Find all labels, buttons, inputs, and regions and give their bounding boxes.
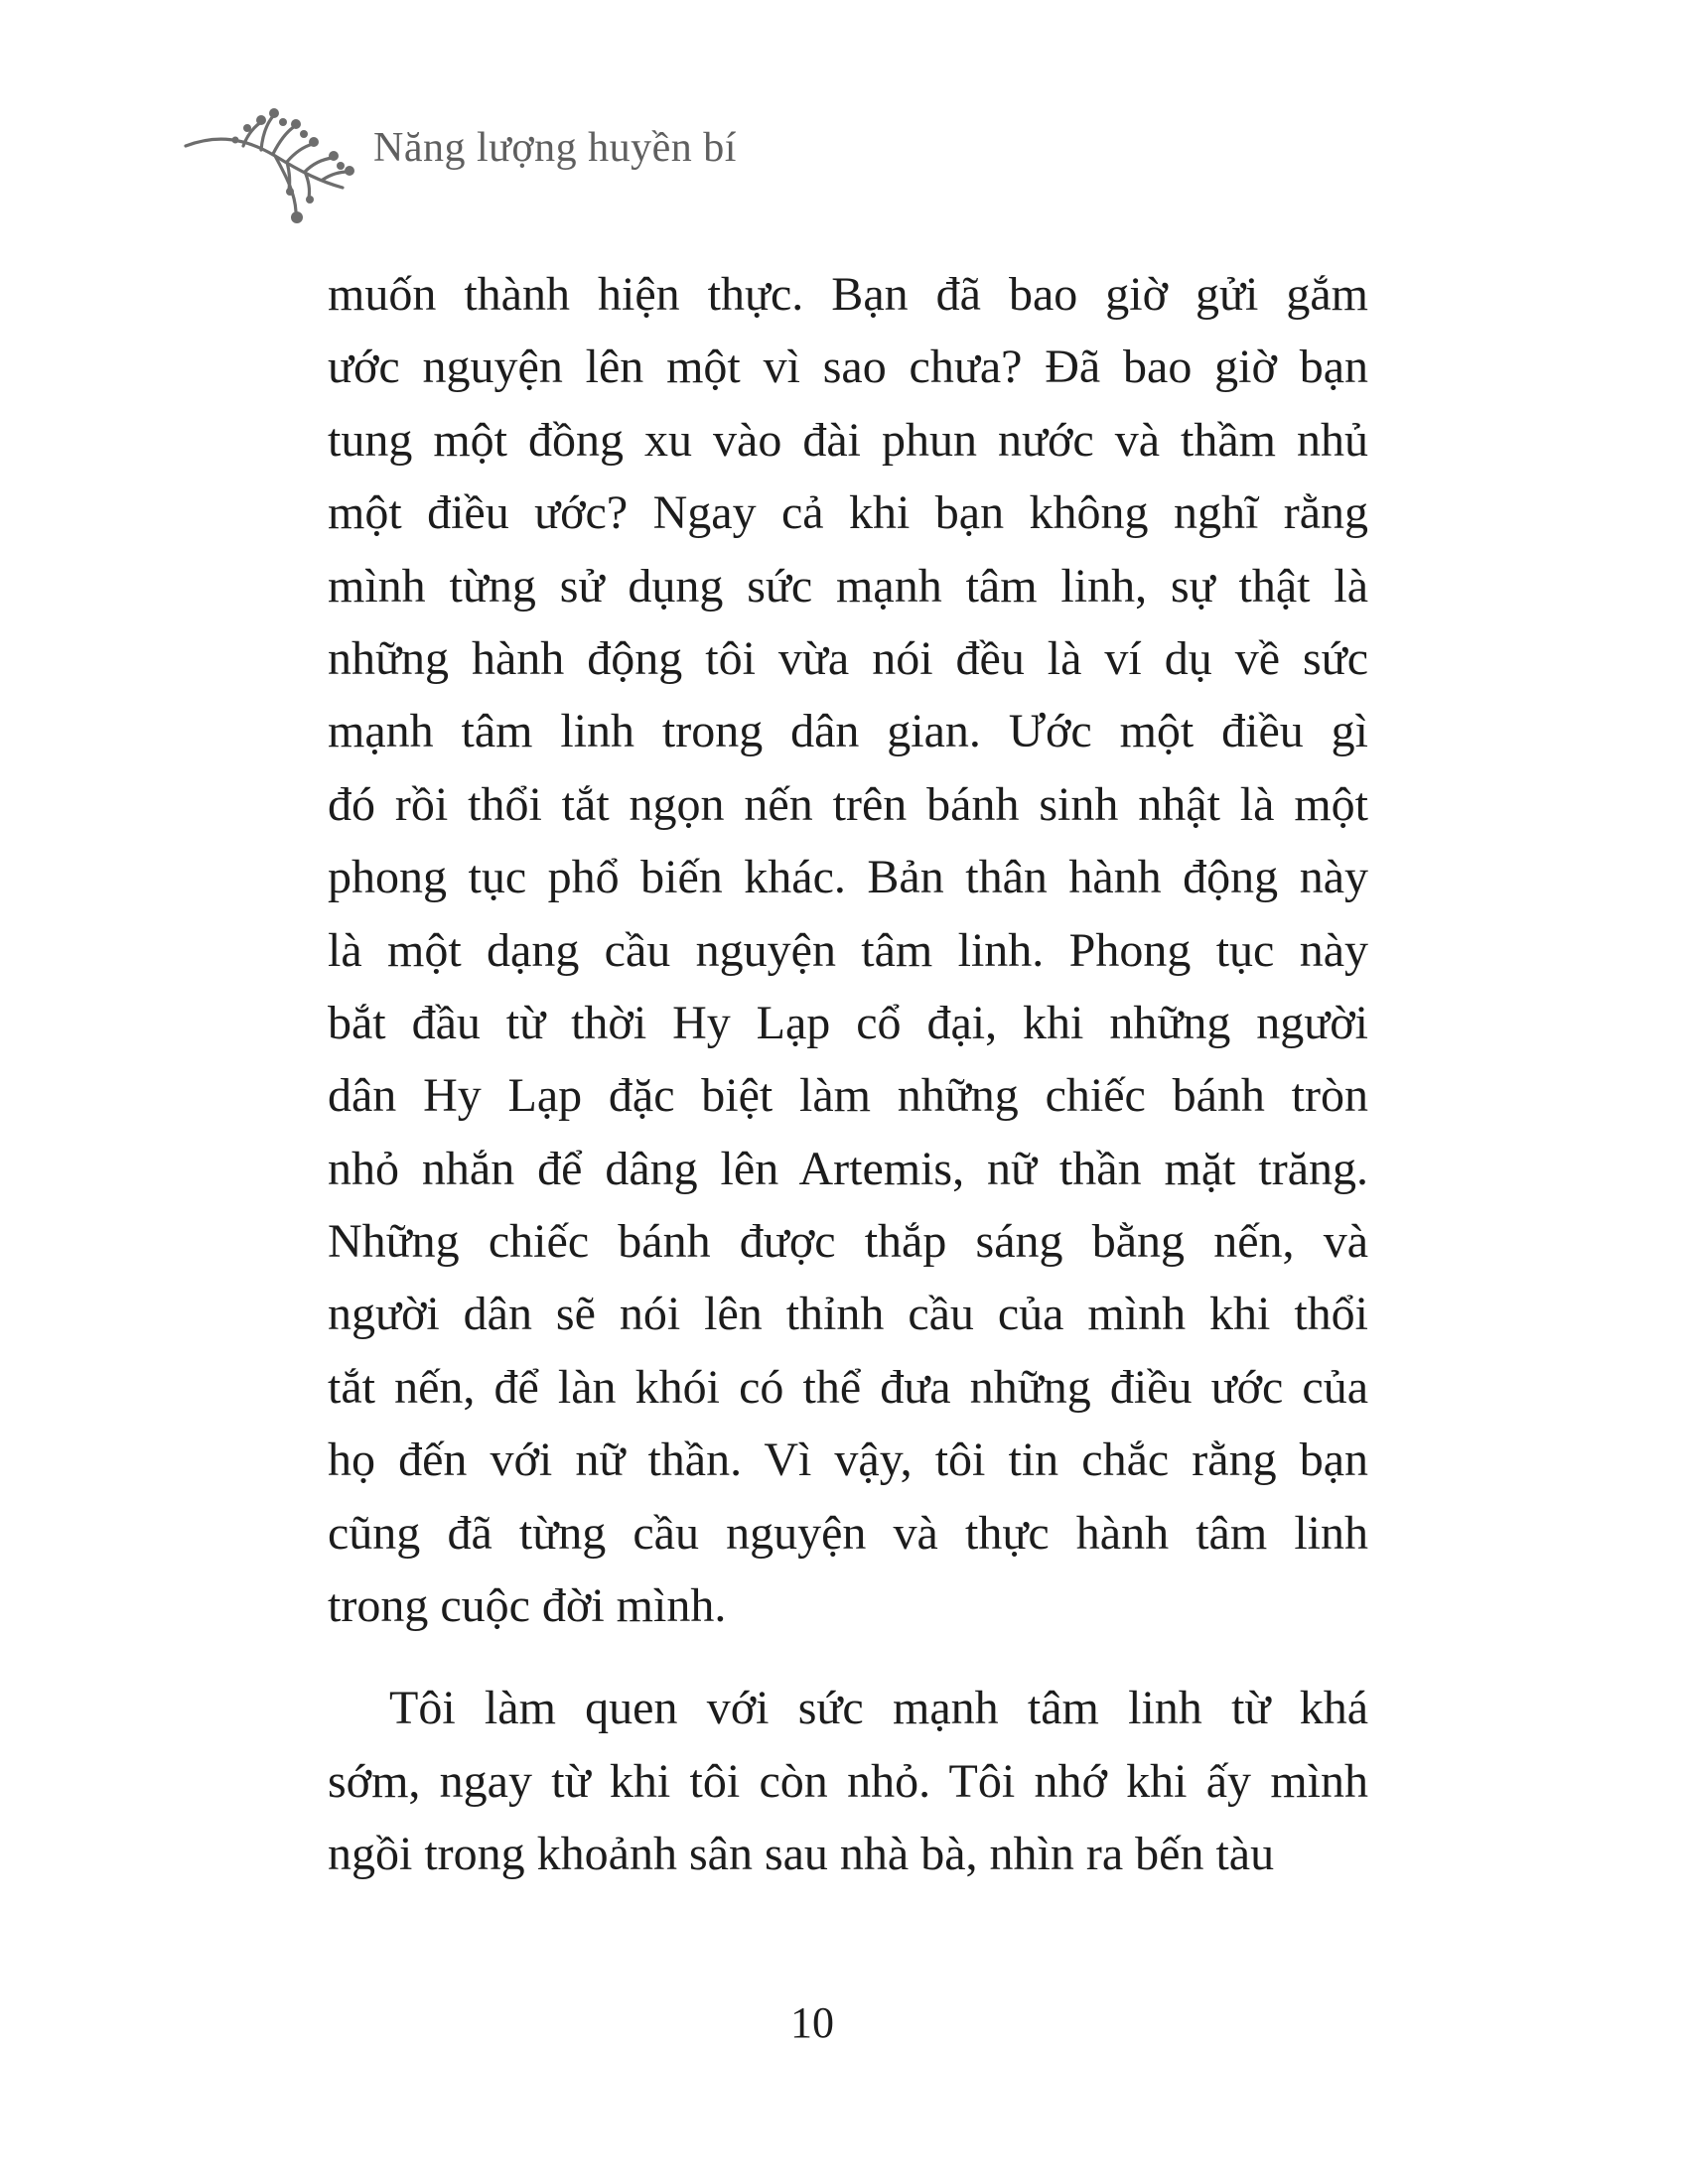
body-text <box>328 258 1368 1891</box>
text-line: đó rồi thổi tắt ngọn nến trên bánh sinh nhật là một <box>328 777 1368 831</box>
text-line: Tôi làm quen với sức mạnh tâm linh từ khá <box>389 1682 1368 1735</box>
text-line: trong cuộc đời mình. <box>328 1579 727 1633</box>
text-line: là một dạng cầu nguyện tâm linh. Phong tục này <box>328 923 1368 977</box>
text-line: sớm, ngay từ khi tôi còn nhỏ. Tôi nhớ khi ấy mình <box>328 1754 1368 1808</box>
text-line: người dân sẽ nói lên thỉnh cầu của mình khi thổi <box>328 1288 1368 1341</box>
text-line: những hành động tôi vừa nói đều là ví dụ về sức <box>328 631 1368 685</box>
branch-ornament-icon <box>184 94 367 228</box>
paragraph <box>328 258 1368 1642</box>
text-line: mình từng sử dụng sức mạnh tâm linh, sự thật là <box>328 559 1368 613</box>
text-line: phong tục phổ biến khác. Bản thân hành động này <box>328 851 1368 904</box>
paragraph <box>328 1672 1368 1890</box>
text-line: nhỏ nhắn để dâng lên Artemis, nữ thần mặt trăng. <box>328 1142 1368 1195</box>
page-number: 10 <box>790 1998 834 2047</box>
text-line: muốn thành hiện thực. Bạn đã bao giờ gửi gắm <box>328 268 1368 321</box>
text-line: cũng đã từng cầu nguyện và thực hành tâm linh <box>328 1506 1368 1560</box>
running-header <box>0 0 1688 248</box>
text-line: dân Hy Lạp đặc biệt làm những chiếc bánh tròn <box>328 1069 1368 1123</box>
text-line: mạnh tâm linh trong dân gian. Ước một điều gì <box>328 705 1368 758</box>
text-line: họ đến với nữ thần. Vì vậy, tôi tin chắc rằng bạn <box>328 1433 1368 1487</box>
text-line: ước nguyện lên một vì sao chưa? Đã bao giờ bạn <box>328 341 1368 394</box>
text-line: Những chiếc bánh được thắp sáng bằng nến, và <box>328 1215 1368 1269</box>
text-line: một điều ước? Ngay cả khi bạn không nghĩ rằng <box>328 486 1368 540</box>
text-line: bắt đầu từ thời Hy Lạp cổ đại, khi những người <box>328 996 1368 1049</box>
text-line: tung một đồng xu vào đài phun nước và thầm nhủ <box>328 413 1368 467</box>
header-title: Năng lượng huyền bí <box>373 125 737 171</box>
text-line: tắt nến, để làn khói có thể đưa những điều ước của <box>328 1360 1368 1414</box>
text-line: ngồi trong khoảnh sân sau nhà bà, nhìn ra bến tàu <box>328 1828 1275 1881</box>
